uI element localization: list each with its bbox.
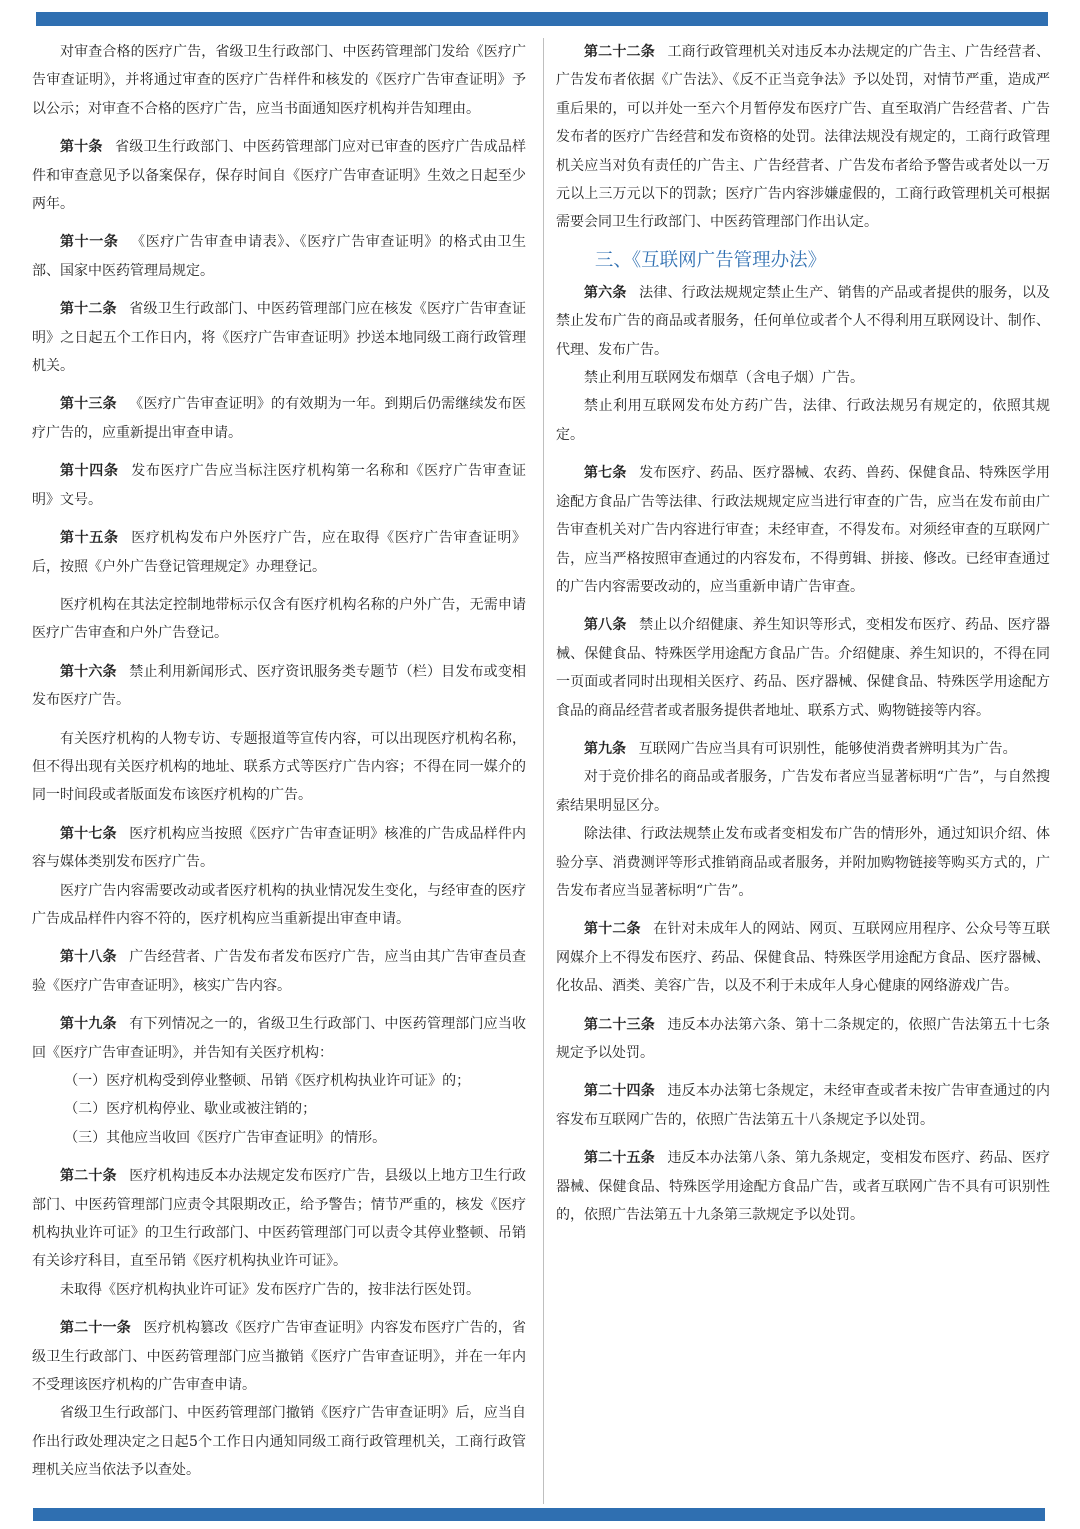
article-12-internet bbox=[556, 915, 1050, 1000]
paragraph: 未取得《医疗机构执业许可证》发布医疗广告的，按非法行医处罚。 bbox=[60, 1281, 480, 1298]
article-label: 第二十二条 bbox=[584, 44, 655, 60]
section-heading: 三、《互联网广告管理办法》 bbox=[594, 249, 827, 271]
article-text: 禁止利用新闻形式、医疗资讯服务类专题节（栏）目发布或变相发布医疗广告。 bbox=[32, 663, 527, 709]
article-text: 工商行政管理机关对违反本办法规定的广告主、广告经营者、广告发布者依据《广告法》、《反不正当竞争法》予以处罚，对情节严重，造成严重后果的，可以并处一至六个月暂停发布医疗广告、直至取消广告经营者、广告发布者的医疗广告经营和发布资格的处罚。法律法规没有规定的，工商行政管理机关应当对负有责任的广告主、广告经营者、广告发布者给予警告或者处以一万元以上三万元以下的罚款；医疗广告内容涉嫌虚假的，工商行政管理机关可根据需要会同卫生行政部门、中医药管理部门作出认定。 bbox=[556, 44, 1051, 231]
article-10 bbox=[32, 133, 526, 218]
article-11 bbox=[32, 228, 526, 285]
article-label: 第十五条 bbox=[60, 530, 119, 547]
article-15 bbox=[32, 524, 526, 581]
top-accent-bar bbox=[36, 12, 1048, 26]
paragraph: 医疗机构在其法定控制地带标示仅含有医疗机构名称的户外广告，无需申请医疗广告审查和户外广告登记。 bbox=[32, 596, 526, 642]
article-text: 省级卫生行政部门、中医药管理部门应在核发《医疗广告审查证明》之日起五个工作日内，将《医疗广告审查证明》抄送本地同级工商行政管理机关。 bbox=[32, 301, 527, 375]
article-label: 第七条 bbox=[584, 465, 627, 482]
article-text: 省级卫生行政部门、中医药管理部门应对已审查的医疗广告成品样件和审查意见予以备案保存，保存时间自《医疗广告审查证明》生效之日起至少两年。 bbox=[32, 139, 527, 213]
article-12 bbox=[32, 295, 526, 380]
article-text: 发布医疗、药品、医疗器械、农药、兽药、保健食品、特殊医学用途配方食品广告等法律、行政法规规定应当进行审查的广告，应当在发布前由广告审查机关对广告内容进行审查；未经审查，不得发布。对须经审查的互联网广告，应当严格按照审查通过的内容发布，不得剪辑、拼接、修改。已经审查通过的广告内容需要改动的，应当重新申请广告审查。 bbox=[556, 465, 1051, 595]
article-label: 第十二条 bbox=[60, 301, 117, 318]
article-text: 禁止以介绍健康、养生知识等形式，变相发布医疗、药品、医疗器械、保健食品、特殊医学用途配方食品广告。介绍健康、养生知识的，不得在同一页面或者同时出现相关医疗、药品、医疗器械、保健食品、特殊医学用途配方食品的商品经营者或者服务提供者地址、联系方式、购物链接等内容。 bbox=[556, 617, 1051, 719]
list-item: （一）医疗机构受到停业整顿、吊销《医疗机构执业许可证》的； bbox=[64, 1073, 471, 1089]
article-14 bbox=[32, 457, 526, 514]
article-23 bbox=[556, 1011, 1050, 1068]
article-20 bbox=[32, 1162, 526, 1276]
article-label: 第十条 bbox=[60, 139, 103, 156]
left-column bbox=[32, 38, 526, 1495]
article-text: 法律、行政法规规定禁止生产、销售的产品或者提供的服务，以及禁止发布广告的商品或者服务，任何单位或者个人不得利用互联网设计、制作、代理、发布广告。 bbox=[556, 284, 1051, 358]
article-7 bbox=[556, 459, 1050, 601]
article-label: 第十三条 bbox=[60, 396, 117, 413]
article-label: 第八条 bbox=[584, 617, 627, 634]
article-text: 有下列情况之一的，省级卫生行政部门、中医药管理部门应当收回《医疗广告审查证明》，并告知有关医疗机构： bbox=[32, 1016, 527, 1061]
paragraph: 对于竞价排名的商品或者服务，广告发布者应当显著标明“广告”，与自然搜索结果明显区分。 bbox=[556, 769, 1050, 814]
article-label: 第十二条 bbox=[584, 921, 641, 938]
paragraph: 对审查合格的医疗广告，省级卫生行政部门、中医药管理部门发给《医疗广告审查证明》，并将通过审查的医疗广告样件和核发的《医疗广告审查证明》予以公示；对审查不合格的医疗广告，应当书面通知医疗机构并告知理由。 bbox=[32, 44, 526, 117]
article-text: 互联网广告应当具有可识别性，能够使消费者辨明其为广告。 bbox=[638, 740, 1017, 757]
article-25 bbox=[556, 1144, 1050, 1229]
article-label: 第二十五条 bbox=[584, 1150, 655, 1167]
article-label: 第九条 bbox=[584, 740, 626, 757]
column-divider bbox=[543, 38, 544, 1504]
article-label: 第十四条 bbox=[60, 463, 119, 480]
article-text: 《医疗广告审查证明》的有效期为一年。到期后仍需继续发布医疗广告的，应重新提出审查申请。 bbox=[32, 396, 527, 441]
article-text: 违反本办法第七条规定，未经审查或者未按广告审查通过的内容发布互联网广告的，依照广告法第五十八条规定予以处罚。 bbox=[556, 1083, 1051, 1128]
article-text: 医疗机构篡改《医疗广告审查证明》内容发布医疗广告的，省级卫生行政部门、中医药管理部门应当撤销《医疗广告审查证明》，并在一年内不受理该医疗机构的广告审查申请。 bbox=[32, 1320, 527, 1394]
article-text: 违反本办法第八条、第九条规定，变相发布医疗、药品、医疗器械、保健食品、特殊医学用途配方食品广告，或者互联网广告不具有可识别性的，依照广告法第五十九条第三款规定予以处罚。 bbox=[556, 1150, 1051, 1224]
article-text: 医疗机构发布户外医疗广告，应在取得《医疗广告审查证明》后，按照《户外广告登记管理规定》办理登记。 bbox=[32, 530, 527, 575]
article-18 bbox=[32, 943, 526, 1000]
paragraph: 省级卫生行政部门、中医药管理部门撤销《医疗广告审查证明》后，应当自作出行政处理决定之日起5个工作日内通知同级工商行政管理机关，工商行政管理机关应当依法予以查处。 bbox=[32, 1405, 526, 1479]
article-8 bbox=[556, 611, 1050, 725]
paragraph: 禁止利用互联网发布处方药广告，法律、行政法规另有规定的，依照其规定。 bbox=[556, 398, 1050, 443]
bottom-accent-bar bbox=[33, 1508, 1045, 1521]
list-item: （三）其他应当收回《医疗广告审查证明》的情形。 bbox=[64, 1129, 387, 1146]
right-column bbox=[556, 38, 1050, 1239]
article-16 bbox=[32, 658, 526, 715]
article-text: 《医疗广告审查申请表》、《医疗广告审查证明》的格式由卫生部、国家中医药管理局规定。 bbox=[32, 234, 527, 279]
article-22 bbox=[556, 38, 1050, 237]
article-24 bbox=[556, 1077, 1050, 1134]
article-label: 第十六条 bbox=[60, 663, 117, 680]
article-text: 在针对未成年人的网站、网页、互联网应用程序、公众号等互联网媒介上不得发布医疗、药品、保健食品、特殊医学用途配方食品、医疗器械、化妆品、酒类、美容广告，以及不利于未成年人身心健康的网络游戏广告。 bbox=[556, 921, 1051, 995]
article-text: 广告经营者、广告发布者发布医疗广告，应当由其广告审查员查验《医疗广告审查证明》，核实广告内容。 bbox=[32, 949, 527, 994]
article-label: 第十七条 bbox=[60, 825, 117, 842]
article-9 bbox=[556, 735, 1050, 763]
article-label: 第十一条 bbox=[60, 234, 119, 251]
list-item: （二）医疗机构停业、歇业或被注销的； bbox=[64, 1101, 317, 1118]
article-21 bbox=[32, 1314, 526, 1399]
article-label: 第二十条 bbox=[60, 1168, 117, 1185]
paragraph: 医疗广告内容需要改动或者医疗机构的执业情况发生变化，与经审查的医疗广告成品样件内容不符的，医疗机构应当重新提出审查申请。 bbox=[32, 882, 526, 927]
article-label: 第十八条 bbox=[60, 949, 117, 966]
article-text: 违反本办法第六条、第十二条规定的，依照广告法第五十七条规定予以处罚。 bbox=[556, 1016, 1051, 1061]
article-label: 第二十四条 bbox=[584, 1083, 655, 1100]
paragraph: 有关医疗机构的人物专访、专题报道等宣传内容，可以出现医疗机构名称，但不得出现有关医疗机构的地址、联系方式等医疗广告内容；不得在同一媒介的同一时间段或者版面发布该医疗机构的广告。 bbox=[32, 730, 526, 804]
article-17 bbox=[32, 820, 526, 877]
paragraph: 除法律、行政法规禁止发布或者变相发布广告的情形外，通过知识介绍、体验分享、消费测评等形式推销商品或者服务，并附加购物链接等购买方式的，广告发布者应当显著标明“广告”。 bbox=[556, 826, 1050, 899]
article-label: 第六条 bbox=[584, 284, 627, 301]
article-label: 第二十三条 bbox=[584, 1016, 655, 1033]
article-19 bbox=[32, 1010, 526, 1067]
article-label: 第二十一条 bbox=[60, 1320, 131, 1337]
paragraph: 禁止利用互联网发布烟草（含电子烟）广告。 bbox=[584, 370, 864, 387]
article-text: 医疗机构违反本办法规定发布医疗广告，县级以上地方卫生行政部门、中医药管理部门应责令其限期改正，给予警告；情节严重的，核发《医疗机构执业许可证》的卫生行政部门、中医药管理部门可以责令其停业整顿、吊销有关诊疗科目，直至吊销《医疗机构执业许可证》。 bbox=[32, 1168, 527, 1270]
article-6 bbox=[556, 279, 1050, 364]
article-text: 发布医疗广告应当标注医疗机构第一名称和《医疗广告审查证明》文号。 bbox=[32, 463, 527, 508]
article-label: 第十九条 bbox=[60, 1016, 117, 1033]
article-text: 医疗机构应当按照《医疗广告审查证明》核准的广告成品样件内容与媒体类别发布医疗广告。 bbox=[32, 825, 527, 871]
article-13 bbox=[32, 390, 526, 447]
